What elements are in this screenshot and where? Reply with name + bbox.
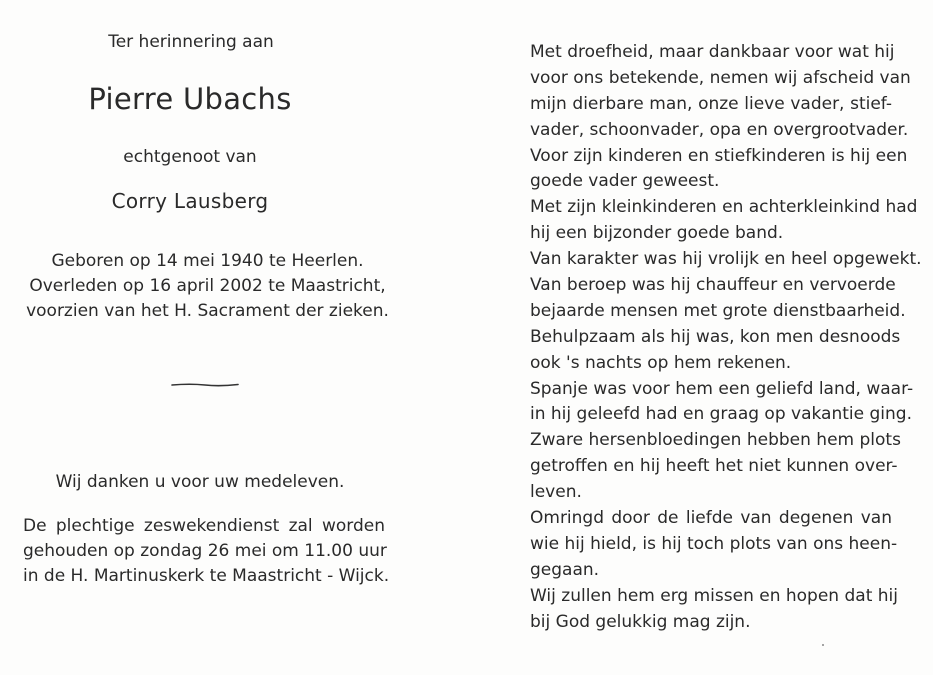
memorial-line: gegaan. xyxy=(530,559,600,580)
memorial-line: leven. xyxy=(530,482,582,503)
service-line: De plechtige zeswekendienst zal worden xyxy=(23,516,385,536)
memorial-line: Voor zijn kinderen en stiefkinderen is hij een xyxy=(530,145,908,166)
memorial-line: Van karakter was hij vrolijk en heel opgewekt. xyxy=(530,249,922,270)
memorial-line: hij een bijzonder goede band. xyxy=(530,223,784,244)
memorial-line: Van beroep was hij chauffeur en vervoerde xyxy=(530,275,896,296)
memorial-line: bejaarde mensen met grote dienstbaarheid. xyxy=(530,300,906,321)
memorial-line: Wij zullen hem erg missen en hopen dat hij xyxy=(530,585,898,606)
deceased-name: Pierre Ubachs xyxy=(88,82,292,116)
sacrament-line: voorzien van het H. Sacrament der zieken. xyxy=(26,301,389,321)
memorial-line: wie hij hield, is hij toch plots van ons heen- xyxy=(530,533,898,554)
memorial-line: getroffen en hij heeft het niet kunnen over- xyxy=(530,456,898,477)
memorial-line: bij God gelukkig mag zijn. xyxy=(530,611,751,632)
memorial-line: Spanje was voor hem een geliefd land, waar- xyxy=(530,378,914,399)
ornamental-divider xyxy=(170,380,240,390)
service-announcement xyxy=(23,514,390,589)
memorial-line: in hij geleefd had en graag op vakantie ging. xyxy=(530,404,912,425)
memorial-line: Met droefheid, maar dankbaar voor wat hij xyxy=(530,42,895,62)
life-details xyxy=(25,249,390,324)
spouse-label: echtgenoot van xyxy=(123,147,257,167)
spouse-name: Corry Lausberg xyxy=(111,189,269,213)
memorial-line: Omringd door de liefde van degenen van xyxy=(530,508,892,529)
memorial-line: voor ons betekende, nemen wij afscheid van xyxy=(530,67,911,88)
memorial-line: Met zijn kleinkinderen en achterkleinkind had xyxy=(530,197,918,218)
memorial-line: mijn dierbare man, onze lieve vader, stief- xyxy=(530,93,892,114)
death-line: Overleden op 16 april 2002 te Maastricht, xyxy=(29,276,386,296)
left-panel xyxy=(20,30,390,589)
service-line: in de H. Martinuskerk te Maastricht - Wijck. xyxy=(23,566,390,586)
thanks-text: Wij danken u voor uw medeleven. xyxy=(55,472,345,492)
memorial-line: vader, schoonvader, opa en overgrootvader. xyxy=(530,119,909,140)
paper-speck xyxy=(822,644,824,646)
memorial-line: goede vader geweest. xyxy=(530,171,720,192)
memorial-text xyxy=(530,40,922,635)
birth-line: Geboren op 14 mei 1940 te Heerlen. xyxy=(51,251,364,271)
memorial-line: ook 's nachts op hem rekenen. xyxy=(530,352,792,373)
service-line: gehouden op zondag 26 mei om 11.00 uur xyxy=(23,541,387,561)
memorial-line: Zware hersenbloedingen hebben hem plots xyxy=(530,430,901,451)
intro-text: Ter herinnering aan xyxy=(108,32,274,52)
memorial-line: Behulpzaam als hij was, kon men desnoods xyxy=(530,326,901,347)
